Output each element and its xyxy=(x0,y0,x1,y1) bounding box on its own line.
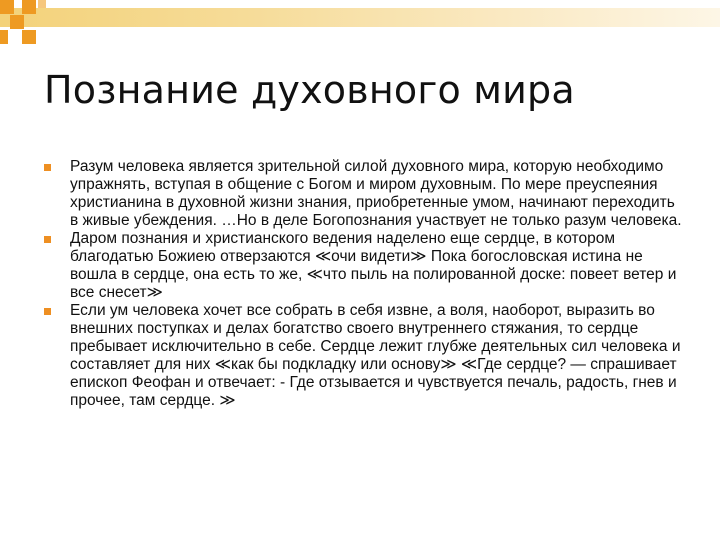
bullet-text: Разум человека является зрительной силой духовного мира, которую необходимо упражнять, вступая в общение с Богом и миром духовным. По мере преуспеяния христианина в духовной жизни знания, приобретенные умом, начинают переходить в живые убеждения. …Но в деле Богопознания участвует не только разум человека. xyxy=(70,158,682,229)
bullet-list xyxy=(44,158,684,410)
bullet-item xyxy=(44,230,684,302)
decoration-square xyxy=(10,15,24,29)
decoration-square xyxy=(22,30,36,44)
bullet-square-icon xyxy=(44,164,51,171)
bullet-text: Если ум человека хочет все собрать в себя извне, а воля, наоборот, выразить во внешних поступках и делах богатство своего внутреннего стяжания, то сердце пребывает исключительно в себе. Сердце лежит глубже деятельных сил человека и составляет для них ≪как бы подкладку или основу≫ ≪Где сердце? — спрашивает епископ Феофан и отвечает: - Где отзывается и чувствуется печаль, радость, гнев и прочее, там сердце. ≫ xyxy=(70,302,681,409)
decoration-square xyxy=(0,30,8,44)
header-decoration-band xyxy=(0,8,720,27)
decoration-square xyxy=(38,0,46,8)
bullet-square-icon xyxy=(44,308,51,315)
bullet-item xyxy=(44,302,684,410)
bullet-square-icon xyxy=(44,236,51,243)
decoration-square xyxy=(22,0,36,14)
bullet-item xyxy=(44,158,684,230)
slide-title: Познание духовного мира xyxy=(44,68,575,112)
bullet-text: Даром познания и христианского ведения наделено еще сердце, в котором благодатью Божиею отверзаются ≪очи видети≫ Пока богословская истина не вошла в сердце, она есть то же, ≪что пыль на полированной доске: повеет ветер и все снесет≫ xyxy=(70,230,677,301)
decoration-square xyxy=(0,0,14,14)
